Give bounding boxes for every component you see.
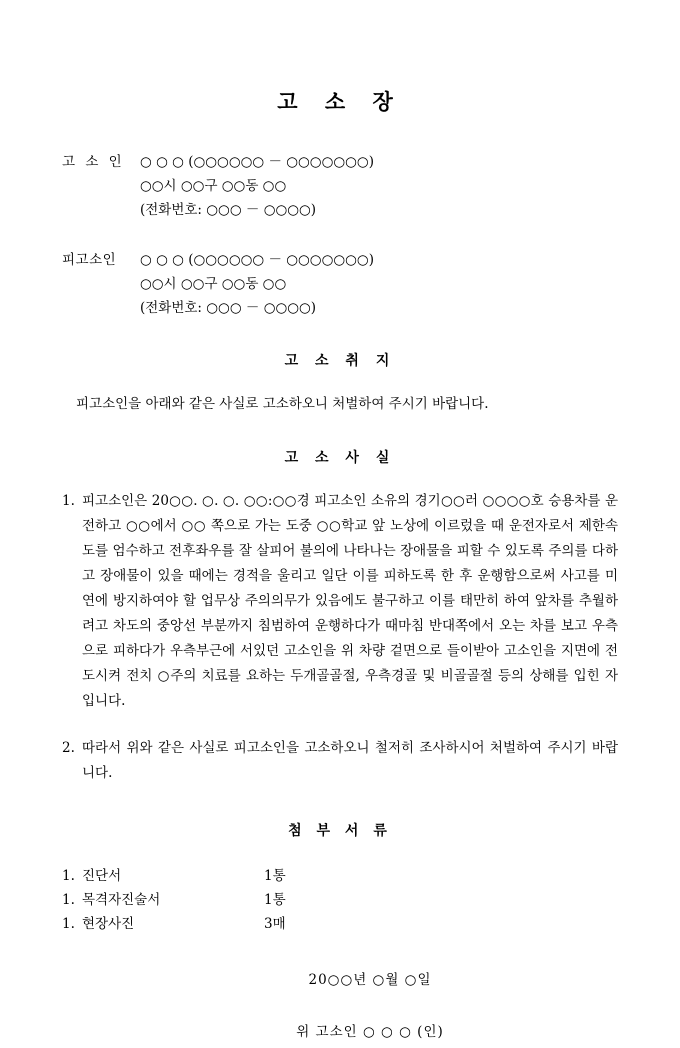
attachment-marker: 1. [62,892,75,908]
attachment-name: 현장사진 [82,916,135,932]
attachment-qty: 1통 [264,868,286,884]
date-line: 20○○년 ○월 ○일 [308,972,432,988]
attachment-qty: 3매 [264,916,286,932]
facts-item-marker: 2. [62,740,75,756]
list-item [62,864,618,888]
facts-item-marker: 1. [62,493,75,509]
complainant-name-row [62,150,618,174]
attachment-name: 진단서 [82,868,122,884]
purpose-text: 피고소인을 아래와 같은 사실로 고소하오니 처벌하여 주시기 바랍니다. [76,396,489,412]
accused-block [62,248,618,320]
complainant-address: ○○시 ○○구 ○○동 ○○ [140,178,287,194]
page-title: 고 소 장 [277,89,403,114]
facts-item [62,736,618,786]
accused-name: ○ ○ ○ (○○○○○○ － ○○○○○○○) [140,252,374,268]
complainant-label: 고 소 인 [62,154,125,170]
list-item [62,888,618,912]
accused-label: 피고소인 [62,252,117,268]
attachment-marker: 1. [62,868,75,884]
accused-name-row [62,248,618,272]
facts-heading: 고 소 사 실 [284,450,396,466]
complainant-name: ○ ○ ○ (○○○○○○ － ○○○○○○○) [140,154,374,170]
attachment-qty: 1통 [264,892,286,908]
facts-item-text: 피고소인은 20○○. ○. ○. ○○:○○경 피고소인 소유의 경기○○러 ○○○○호 승용차를 운전하고 ○○에서 ○○ 쪽으로 가는 도중 ○○학교 앞 노상에 이르렀을 때 운전자로서 제한속도를 엄수하고 전후좌우를 잘 살피어 불의에 나타나는 장애물을 피할 수 있도록 주의를 다하고 장애물이 있을 때에는 경적을 울리고 일단 이를 피하도록 한 후 운행함으로써 사고를 미연에 방지하여야 할 업무상 주의의무가 있음에도 불구하고 이를 태만히 하여 앞차를 추월하려고 차도의 중앙선 부분까지 침범하여 운행하다가 때마침 반대쪽에서 오는 차를 보고 우측으로 피하다가 우측부근에 서있던 고소인을 위 차량 겉면으로 들이받아 고소인을 지면에 전도시켜 전치 ○주의 치료를 요하는 두개골골절, 우측경골 및 비골골절 등의 상해를 입힌 자입니다. [82,493,618,709]
attachments-heading: 첨 부 서 류 [288,823,392,839]
facts-item [62,489,618,714]
facts-item-text: 따라서 위와 같은 사실로 피고소인을 고소하오니 철저히 조사하시어 처벌하여 주시기 바랍니다. [82,740,618,781]
attachment-name: 목격자진술서 [82,892,161,908]
purpose-heading: 고 소 취 지 [284,353,396,369]
attachment-marker: 1. [62,916,75,932]
list-item [62,912,618,936]
complainant-block [62,150,618,222]
accused-address: ○○시 ○○구 ○○동 ○○ [140,276,287,292]
attachments-list [62,864,618,936]
document-page [0,86,680,1048]
complainant-phone: (전화번호: ○○○ － ○○○○) [140,202,317,218]
signature-line: 위 고소인 ○ ○ ○ (인) [296,1024,444,1040]
accused-phone: (전화번호: ○○○ － ○○○○) [140,300,317,316]
